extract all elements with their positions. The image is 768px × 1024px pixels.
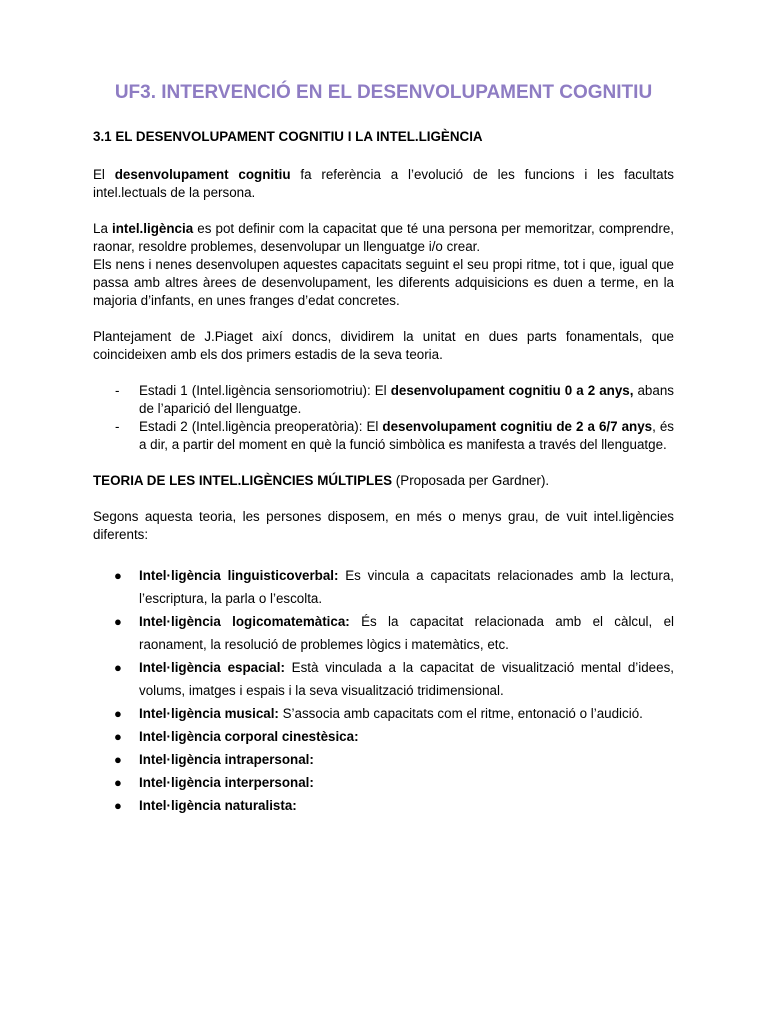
paragraph-rhythm: Els nens i nenes desenvolupen aquestes capacitats seguint el seu propi ritme, tot i que, igual que passa amb altres àrees de desenvolupament, les diferents adquisicions es duen a terme, en la majoria d’infants, en unes franges d’edat concretes. [93,257,674,308]
bold-term: Intel·ligència musical: [139,706,279,721]
bold-term: Intel·ligència naturalista: [139,798,297,813]
bold-term: Intel·ligència interpersonal: [139,775,314,790]
text-span: Està vinculada a la capacitat de visualització mental d’idees, volums, imatges i espais i la seva visualització tridimensional. [139,660,674,698]
list-item [93,382,674,418]
dash-marker: - [115,419,120,434]
bullet-icon: ● [114,729,122,744]
list-item [93,418,674,454]
list-item [93,771,674,794]
list-item [93,794,674,817]
text-span: fa referència a l’evolució de les funcions i les facultats intel.lectuals de la persona. [93,167,674,200]
list-item [93,748,674,771]
paragraph-cognitive-development [93,166,674,202]
list-item [93,610,674,656]
list-item [93,656,674,702]
text-span: La [93,221,113,236]
bold-term: desenvolupament cognitiu de 2 a 6/7 anys [382,419,653,434]
bullet-icon: ● [114,775,122,790]
text-span: El [93,167,115,182]
bold-term: Intel·ligència logicomatemàtica: [139,614,350,629]
section-heading: 3.1 EL DESENVOLUPAMENT COGNITIU I LA INTEL.LIGÈNCIA [93,129,483,144]
text-span: Es vincula a capacitats relacionades amb la lectura, l’escriptura, la parla o l’escolta. [139,568,674,606]
text-span: Estadi 2 (Intel.ligència preoperatòria): El [139,419,383,434]
theory-heading [93,472,674,490]
bold-term: desenvolupament cognitiu [114,167,291,182]
bold-term: intel.ligència [112,221,194,236]
bullet-icon: ● [114,752,122,767]
bold-term: desenvolupament cognitiu 0 a 2 anys, [390,383,634,398]
bold-term: Intel·ligència linguisticoverbal: [139,568,339,583]
bullet-icon: ● [114,568,122,583]
intelligences-list [93,564,674,817]
text-span: es pot definir com la capacitat que té una persona per memoritzar, comprendre, raonar, resoldre problemes, desenvolupar un llenguatge i/o crear. [93,221,674,254]
document-page [93,82,674,817]
list-item [93,725,674,748]
list-item [93,564,674,610]
text-span: , és a dir, a partir del moment en què la funció simbòlica es manifesta a través del llenguatge. [139,419,674,452]
stages-list [93,382,674,454]
text-span: abans de l’aparició del llenguatge. [139,383,674,416]
bullet-icon: ● [114,798,122,813]
paragraph-piaget: Plantejament de J.Piaget així doncs, dividirem la unitat en dues parts fonamentals, que coincideixen amb els dos primers estadis de la seva teoria. [93,329,674,362]
paragraph-gardner: Segons aquesta teoria, les persones disposem, en més o menys grau, de vuit intel.ligències diferents: [93,509,674,542]
bold-term: Intel·ligència corporal cinestèsica: [139,729,359,744]
bold-term: Intel·ligència intrapersonal: [139,752,314,767]
bullet-icon: ● [114,706,122,721]
text-span: És la capacitat relacionada amb el càlcul, el raonament, la resolució de problemes lògics i matemàtics, etc. [139,614,674,652]
bullet-icon: ● [114,614,122,629]
bullet-icon: ● [114,660,122,675]
text-span: S’associa amb capacitats com el ritme, entonació o l’audició. [278,706,643,721]
dash-marker: - [115,383,120,398]
paragraph-intelligence [93,220,674,256]
bold-term: Intel·ligència espacial: [139,660,285,675]
text-span: Estadi 1 (Intel.ligència sensoriomotriu): El [139,383,391,398]
text-span: (Proposada per Gardner). [392,473,550,488]
list-item [93,702,674,725]
bold-term: TEORIA DE LES INTEL.LIGÈNCIES MÚLTIPLES [93,473,393,488]
page-title: UF3. INTERVENCIÓ EN EL DESENVOLUPAMENT COGNITIU [114,82,653,103]
